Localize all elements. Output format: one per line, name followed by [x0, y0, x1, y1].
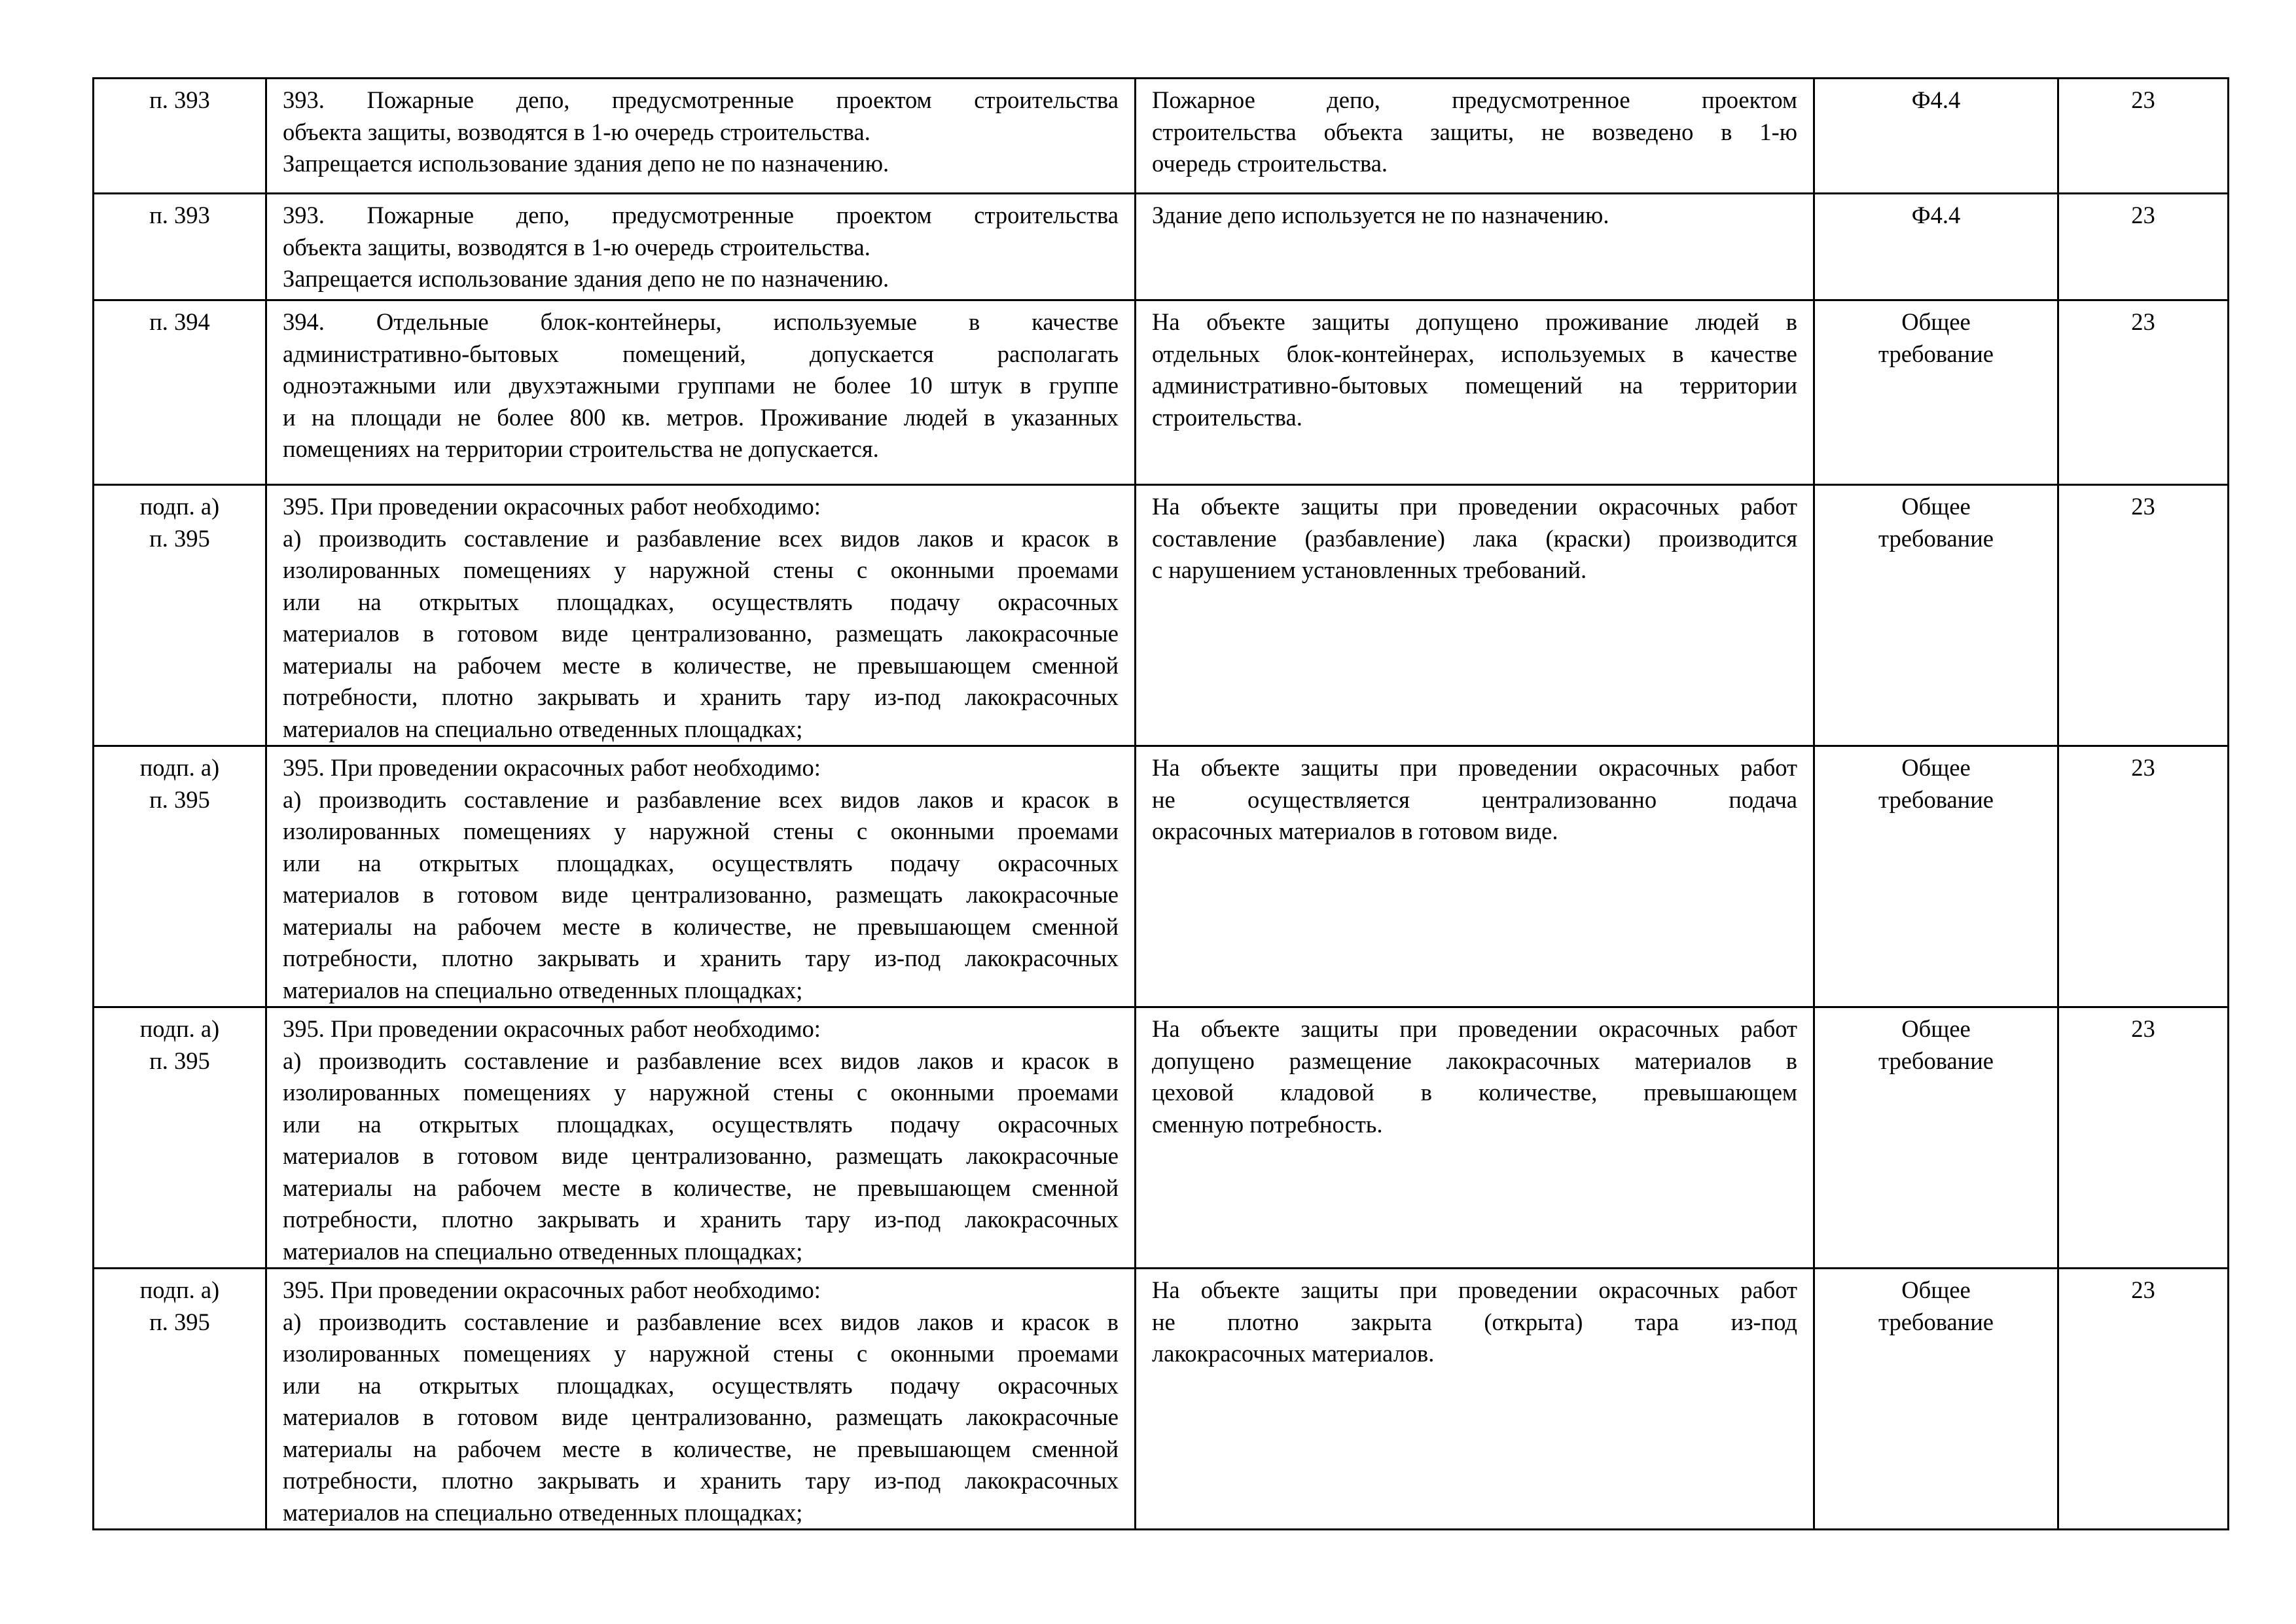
cell-requirement-text-line: помещениях на территории строительства не допускается. [283, 435, 879, 462]
cell-number-value: 23 [2131, 493, 2155, 520]
cell-violation-text [1136, 485, 1814, 746]
cell-requirement-text-line: 394. Отдельные блок-контейнеры, используемые в качестве [283, 308, 1119, 335]
cell-requirement-text-line: потребности, плотно закрывать и хранить тару из-под лакокрасочных [283, 1467, 1119, 1494]
cell-requirement-text-line: материалов в готовом виде централизованно, размещать лакокрасочные [283, 620, 1119, 647]
cell-violation-text-line: На объекте защиты при проведении окрасочных работ [1152, 1015, 1797, 1042]
cell-clause-reference-line: п. 394 [149, 308, 210, 335]
cell-violation-text-line: На объекте защиты допущено проживание людей в [1152, 308, 1797, 335]
cell-requirement-text [266, 1007, 1136, 1269]
cell-requirement-text-line: и на площади не более 800 кв. метров. Проживание людей в указанных [283, 403, 1119, 431]
table-row [94, 1007, 2229, 1269]
cell-requirement-text [266, 300, 1136, 485]
cell-requirement-text-line: а) производить составление и разбавление всех видов лаков и красок в [283, 1047, 1119, 1074]
cell-requirement-text-line: Запрещается использование здания депо не по назначению. [283, 150, 889, 177]
table-row [94, 485, 2229, 746]
cell-violation-text-line: допущено размещение лакокрасочных материалов в [1152, 1047, 1797, 1074]
cell-violation-text-line: лакокрасочных материалов. [1152, 1340, 1435, 1367]
cell-number [2058, 1007, 2229, 1269]
cell-clause-reference [94, 1007, 266, 1269]
cell-clause-reference-line: подп. а) [139, 1015, 220, 1042]
cell-classification-line: требование [1878, 340, 1994, 367]
cell-violation-text [1136, 746, 1814, 1007]
cell-number [2058, 1269, 2229, 1530]
cell-classification-line: Общее [1901, 493, 1971, 520]
cell-requirement-text-line: или на открытых площадках, осуществлять подачу окрасочных [283, 1371, 1119, 1399]
cell-requirement-text-line: 393. Пожарные депо, предусмотренные проектом строительства [283, 86, 1119, 113]
cell-requirement-text [266, 746, 1136, 1007]
cell-clause-reference-line: п. 393 [149, 202, 210, 228]
cell-requirement-text-line: 395. При проведении окрасочных работ необходимо: [283, 754, 821, 781]
cell-violation-text-line: административно-бытовых помещений на территории [1152, 372, 1797, 399]
cell-requirement-text-line: материалов в готовом виде централизованно, размещать лакокрасочные [283, 1403, 1119, 1430]
cell-number-value: 23 [2131, 1276, 2155, 1303]
cell-violation-text-line: сменную потребность. [1152, 1110, 1383, 1138]
cell-number [2058, 300, 2229, 485]
cell-requirement-text [266, 485, 1136, 746]
cell-requirement-text-line: материалы на рабочем месте в количестве, не превышающем сменной [283, 651, 1119, 679]
cell-requirement-text-line: материалов в готовом виде централизованно, размещать лакокрасочные [283, 881, 1119, 908]
table-row [94, 79, 2229, 194]
cell-classification [1814, 194, 2058, 300]
requirements-table [92, 77, 2229, 1530]
cell-requirement-text-line: материалов на специально отведенных площадках; [283, 715, 803, 742]
cell-number [2058, 746, 2229, 1007]
cell-requirement-text-line: объекта защиты, возводятся в 1-ю очередь строительства. [283, 233, 870, 261]
cell-number [2058, 485, 2229, 746]
cell-requirement-text-line: а) производить составление и разбавление всех видов лаков и красок в [283, 524, 1119, 552]
cell-requirement-text-line: материалы на рабочем месте в количестве, не превышающем сменной [283, 912, 1119, 940]
cell-classification-line: требование [1878, 1047, 1994, 1074]
cell-violation-text-line: На объекте защиты при проведении окрасочных работ [1152, 754, 1797, 781]
cell-number-value: 23 [2131, 754, 2155, 781]
cell-requirement-text-line: материалов на специально отведенных площадках; [283, 1498, 803, 1526]
cell-classification-line: Общее [1901, 754, 1971, 781]
cell-classification-line: требование [1878, 524, 1994, 552]
cell-clause-reference-line: п. 395 [149, 785, 210, 813]
cell-clause-reference [94, 194, 266, 300]
cell-requirement-text-line: или на открытых площадках, осуществлять подачу окрасочных [283, 849, 1119, 876]
cell-classification-line: Ф4.4 [1911, 202, 1961, 228]
cell-requirement-text-line: или на открытых площадках, осуществлять подачу окрасочных [283, 1110, 1119, 1138]
cell-clause-reference [94, 300, 266, 485]
cell-violation-text [1136, 1269, 1814, 1530]
cell-number-value: 23 [2131, 202, 2155, 228]
cell-requirement-text-line: 395. При проведении окрасочных работ необходимо: [283, 1276, 821, 1303]
cell-classification-line: Ф4.4 [1911, 86, 1961, 113]
cell-violation-text-line: Пожарное депо, предусмотренное проектом [1152, 86, 1797, 113]
cell-classification-line: требование [1878, 1308, 1994, 1335]
cell-number [2058, 194, 2229, 300]
table-body [94, 79, 2229, 1530]
cell-requirement-text-line: Запрещается использование здания депо не по назначению. [283, 265, 889, 292]
cell-requirement-text-line: потребности, плотно закрывать и хранить тару из-под лакокрасочных [283, 1206, 1119, 1233]
cell-clause-reference-line: п. 395 [149, 524, 210, 552]
cell-clause-reference-line: подп. а) [139, 1276, 220, 1303]
cell-clause-reference-line: п. 395 [149, 1308, 210, 1335]
cell-clause-reference-line: п. 395 [149, 1047, 210, 1074]
cell-requirement-text-line: материалов на специально отведенных площадках; [283, 1237, 803, 1265]
cell-classification [1814, 300, 2058, 485]
cell-requirement-text-line: потребности, плотно закрывать и хранить тару из-под лакокрасочных [283, 945, 1119, 971]
cell-number [2058, 79, 2229, 194]
cell-requirement-text-line: материалов в готовом виде централизованно, размещать лакокрасочные [283, 1142, 1119, 1169]
cell-requirement-text-line: административно-бытовых помещений, допускается располагать [283, 340, 1119, 367]
cell-violation-text-line: строительства. [1152, 403, 1302, 431]
cell-violation-text-line: с нарушением установленных требований. [1152, 556, 1587, 583]
cell-violation-text-line: составление (разбавление) лака (краски) производится [1152, 524, 1797, 552]
table-row [94, 300, 2229, 485]
cell-requirement-text-line: материалов на специально отведенных площадках; [283, 976, 803, 1003]
cell-violation-text-line: Здание депо используется не по назначению. [1152, 202, 1609, 228]
cell-requirement-text-line: изолированных помещениях у наружной стены с оконными проемами [283, 556, 1119, 583]
cell-requirement-text-line: потребности, плотно закрывать и хранить тару из-под лакокрасочных [283, 683, 1119, 710]
cell-requirement-text-line: изолированных помещениях у наружной стены с оконными проемами [283, 818, 1119, 844]
cell-classification [1814, 1007, 2058, 1269]
cell-requirement-text-line: 395. При проведении окрасочных работ необходимо: [283, 1015, 821, 1042]
cell-requirement-text-line: материалы на рабочем месте в количестве, не превышающем сменной [283, 1174, 1119, 1201]
cell-requirement-text [266, 194, 1136, 300]
cell-violation-text [1136, 300, 1814, 485]
cell-violation-text-line: отдельных блок-контейнерах, используемых в качестве [1152, 340, 1797, 367]
cell-number-value: 23 [2131, 1015, 2155, 1042]
cell-requirement-text-line: одноэтажными или двухэтажными группами не более 10 штук в группе [283, 372, 1119, 399]
cell-violation-text-line: окрасочных материалов в готовом виде. [1152, 818, 1558, 844]
cell-classification-line: требование [1878, 785, 1994, 813]
cell-classification [1814, 1269, 2058, 1530]
cell-violation-text-line: строительства объекта защиты, не возведено в 1-ю [1152, 118, 1797, 145]
cell-violation-text-line: На объекте защиты при проведении окрасочных работ [1152, 1276, 1797, 1303]
table-row [94, 746, 2229, 1007]
cell-violation-text-line: не плотно закрыта (открыта) тара из-под [1152, 1308, 1797, 1335]
cell-clause-reference [94, 746, 266, 1007]
cell-clause-reference [94, 79, 266, 194]
cell-requirement-text-line: или на открытых площадках, осуществлять подачу окрасочных [283, 588, 1119, 615]
table-row [94, 194, 2229, 300]
table-row [94, 1269, 2229, 1530]
cell-clause-reference [94, 485, 266, 746]
cell-classification [1814, 746, 2058, 1007]
cell-clause-reference-line: п. 393 [149, 86, 210, 113]
cell-requirement-text-line: а) производить составление и разбавление всех видов лаков и красок в [283, 1308, 1119, 1335]
cell-violation-text-line: не осуществляется централизованно подача [1152, 785, 1797, 813]
cell-number-value: 23 [2131, 86, 2155, 113]
cell-violation-text-line: очередь строительства. [1152, 150, 1388, 177]
cell-classification-line: Общее [1901, 308, 1971, 335]
cell-classification [1814, 79, 2058, 194]
cell-requirement-text-line: а) производить составление и разбавление всех видов лаков и красок в [283, 785, 1119, 813]
cell-requirement-text-line: 395. При проведении окрасочных работ необходимо: [283, 493, 821, 520]
cell-clause-reference-line: подп. а) [139, 754, 220, 781]
cell-requirement-text-line: объекта защиты, возводятся в 1-ю очередь строительства. [283, 118, 870, 145]
cell-clause-reference-line: подп. а) [139, 493, 220, 520]
cell-requirement-text [266, 1269, 1136, 1530]
cell-requirement-text [266, 79, 1136, 194]
cell-violation-text-line: На объекте защиты при проведении окрасочных работ [1152, 493, 1797, 520]
cell-requirement-text-line: изолированных помещениях у наружной стены с оконными проемами [283, 1340, 1119, 1367]
cell-number-value: 23 [2131, 308, 2155, 335]
cell-classification-line: Общее [1901, 1276, 1971, 1303]
cell-violation-text [1136, 1007, 1814, 1269]
cell-requirement-text-line: 393. Пожарные депо, предусмотренные проектом строительства [283, 202, 1119, 228]
cell-requirement-text-line: материалы на рабочем месте в количестве, не превышающем сменной [283, 1435, 1119, 1462]
cell-requirement-text-line: изолированных помещениях у наружной стены с оконными проемами [283, 1079, 1119, 1106]
cell-violation-text-line: цеховой кладовой в количестве, превышающем [1152, 1079, 1797, 1106]
cell-classification [1814, 485, 2058, 746]
cell-classification-line: Общее [1901, 1015, 1971, 1042]
cell-violation-text [1136, 79, 1814, 194]
cell-clause-reference [94, 1269, 266, 1530]
cell-violation-text [1136, 194, 1814, 300]
